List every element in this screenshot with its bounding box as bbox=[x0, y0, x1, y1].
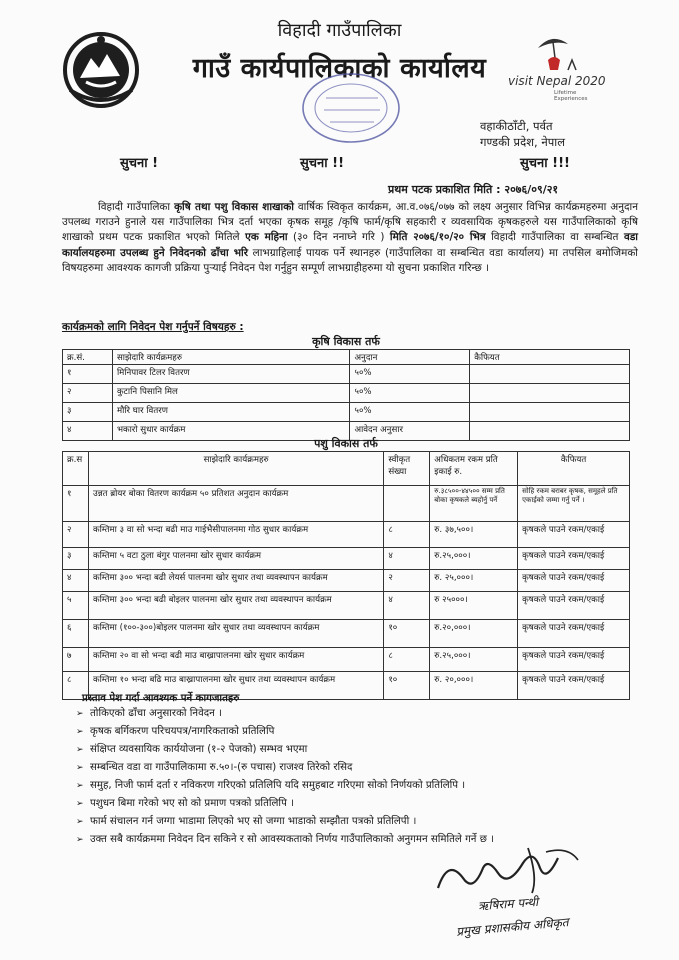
grant-cell: ५०% bbox=[350, 365, 470, 384]
program-cell: भकारो सुधार कार्यक्रम bbox=[112, 422, 350, 441]
remark-cell bbox=[470, 403, 630, 422]
body-text: वार्षिक स्विकृत कार्यक्रम, आ.व.०७६/०७७ को लक्ष्य अनुसार विभिन्न कार्यक्रमहरुमा अनुदान उपलब्ध गराउने हुनाले यस गाउँपालिका भित्र दर्ता भएका कृषक समूह /कृषि फार्म/कृषि सहकारी र व्यवसायिक कृषकहरुले यस गाउँपालिकाको कृषि शाखाको प्रथम पटक प्रकाशित भएको मितिले bbox=[62, 201, 638, 244]
address-line-1: वहाकीठाँटी, पर्वत bbox=[480, 119, 553, 133]
remark-cell: सोहि रकम बराबर कृषक, समूहले प्रति एकाईको जम्मा गर्नु पर्ने । bbox=[518, 486, 630, 522]
program-cell: मिनिपावर टिलर वितरण bbox=[112, 365, 350, 384]
published-date: प्रथम पटक प्रकाशित मिति : २०७६/०९/२१ bbox=[388, 183, 559, 196]
amount-cell: रु २५०००। bbox=[430, 592, 518, 620]
grant-cell: ५०% bbox=[350, 384, 470, 403]
list-item bbox=[76, 815, 642, 829]
arrow-bullet-icon: ➢ bbox=[76, 781, 84, 791]
notice-word-1: सुचना ! bbox=[120, 156, 159, 171]
address-line-2: गण्डकी प्रदेश, नेपाल bbox=[480, 135, 566, 149]
body-text: विहादी गाउँपालिका bbox=[98, 201, 175, 213]
document-text: सम्बन्धित वडा वा गाउँपालिकामा रु.५०।-(रु पचास) राजश्व तिरेको रसिद bbox=[90, 762, 353, 773]
column-header: स्वीकृत संख्या bbox=[384, 452, 430, 486]
count-cell: ८ bbox=[384, 522, 430, 548]
document-text: तोकिएको ढाँचा अनुसारको निवेदन । bbox=[90, 708, 222, 719]
serial-cell: ८ bbox=[63, 672, 89, 700]
list-item bbox=[76, 779, 642, 793]
column-header: साझेदारि कार्यक्रमहरु bbox=[88, 452, 383, 486]
serial-cell: १ bbox=[63, 486, 89, 522]
remark-cell: कृषकले पाउने रकम/एकाई bbox=[518, 592, 630, 620]
count-cell: ४ bbox=[384, 592, 430, 620]
documents-list bbox=[62, 707, 642, 847]
body-text: (३० दिन ननाघ्ने गरि ) bbox=[287, 231, 390, 244]
column-header: कैफियत bbox=[470, 350, 630, 365]
table-row bbox=[63, 522, 630, 548]
remark-cell: कृषकले पाउने रकम/एकाई bbox=[518, 672, 630, 700]
serial-cell: ५ bbox=[63, 592, 89, 620]
table-row bbox=[63, 592, 630, 620]
serial-cell: ३ bbox=[63, 403, 113, 422]
body-bold-duration: एक महिना bbox=[245, 231, 288, 244]
remark-cell: कृषकले पाउने रकम/एकाई bbox=[518, 522, 630, 548]
notice-word-2: सुचना !! bbox=[300, 156, 345, 171]
required-documents bbox=[62, 690, 642, 851]
livestock-programs-table bbox=[62, 451, 630, 700]
document-text: फार्म संचालन गर्न जग्गा भाडामा लिएको भए सो जग्गा भाडाको सम्झौता पत्रको प्रतिलिपी । bbox=[90, 816, 417, 827]
remark-cell: कृषकले पाउने रकम/एकाई bbox=[518, 620, 630, 648]
amount-cell: रु.२०,०००। bbox=[430, 620, 518, 648]
remark-cell bbox=[470, 365, 630, 384]
document-text: कृषक बर्गिकरण परिचयपत्र/नागरिकताको प्रतिलिपि bbox=[90, 726, 275, 737]
signatory-name: ऋषिराम पन्थी bbox=[477, 894, 539, 914]
table-row bbox=[63, 648, 630, 672]
column-header: क्र.स bbox=[63, 452, 89, 486]
agri-table-caption: कृषि विकास तर्फ bbox=[312, 335, 380, 348]
list-item bbox=[76, 761, 642, 775]
count-cell: २ bbox=[384, 570, 430, 592]
remark-cell: कृषकले पाउने रकम/एकाई bbox=[518, 648, 630, 672]
column-header: अनुदान bbox=[350, 350, 470, 365]
count-cell: १० bbox=[384, 672, 430, 700]
grant-cell: आवेदन अनुसार bbox=[350, 422, 470, 441]
arrow-bullet-icon: ➢ bbox=[76, 709, 84, 719]
table-header-row bbox=[63, 350, 630, 365]
subjects-heading: कार्यक्रमको लागि निवेदन पेश गर्नुपर्ने विषयहरु : bbox=[62, 321, 244, 333]
body-text: लाभग्राहिलाई पायक पर्ने स्थानहरु (गाउँपालिका वा सम्बन्धित वडा कार्यालय) मा तपसिल बमोजिमको विषयहरुमा आवश्यक कागजी प्रक्रिया पुऱ्याई निवेदन पेश गर्नुहुन सम्पूर्ण लाभग्राहीहरुमा यो सुचना प्रकाशित गरिन्छ । bbox=[62, 246, 638, 274]
serial-cell: ४ bbox=[63, 422, 113, 441]
document-text: समुह, निजी फार्म दर्ता र नविकरण गरिएको प्रतिलिपि यदि समुहबाट गरिएमा सोको निर्णयको प्रतिलिपि । bbox=[90, 780, 466, 791]
program-cell: कम्तिमा ५ वटा ठुला बंगुर पालनमा खोर सुधार कार्यक्रम bbox=[88, 548, 383, 570]
serial-cell: ४ bbox=[63, 570, 89, 592]
column-header: अधिकतम रकम प्रति इकाई रु. bbox=[430, 452, 518, 486]
arrow-bullet-icon: ➢ bbox=[76, 763, 84, 773]
serial-cell: ३ bbox=[63, 548, 89, 570]
office-stamp bbox=[296, 68, 406, 146]
serial-cell: २ bbox=[63, 384, 113, 403]
body-bold-form: वडा कार्यालयहरुमा उपलब्ध हुने निवेदनको ढाँचा भरि bbox=[62, 231, 638, 259]
table-header-row bbox=[63, 452, 630, 486]
document-text: पशुधन बिमा गरेको भए सो को प्रमाण पत्रको प्रतिलिपि । bbox=[90, 798, 294, 809]
body-text: विहादी गाउँपालिका वा सम्बन्धित bbox=[485, 231, 624, 244]
agri-programs-table bbox=[62, 349, 630, 441]
table-row bbox=[63, 570, 630, 592]
office-title: गाउँ कार्यपालिकाको कार्यालय bbox=[192, 53, 487, 84]
count-cell bbox=[384, 486, 430, 522]
notice-body bbox=[62, 200, 638, 276]
program-cell: कुटानि पिसानि मिल bbox=[112, 384, 350, 403]
list-item bbox=[76, 707, 642, 721]
count-cell: ८ bbox=[384, 648, 430, 672]
serial-cell: ७ bbox=[63, 648, 89, 672]
serial-cell: १ bbox=[63, 365, 113, 384]
amount-cell: रु. ३७,५००। bbox=[430, 522, 518, 548]
table-row bbox=[63, 384, 630, 403]
column-header: क्र.सं. bbox=[63, 350, 113, 365]
program-cell: कम्तिमा ३०० भन्दा बढी बोइलर पालनमा खोर सुधार तथा व्यवस्थापन कार्यक्रम bbox=[88, 592, 383, 620]
table-row bbox=[63, 403, 630, 422]
notice-word-3: सुचना !!! bbox=[520, 156, 570, 171]
remark-cell: कृषकले पाउने रकम/एकाई bbox=[518, 548, 630, 570]
arrow-bullet-icon: ➢ bbox=[76, 817, 84, 827]
amount-cell: रु.२५,०००। bbox=[430, 648, 518, 672]
serial-cell: २ bbox=[63, 522, 89, 548]
column-header: कैफियत bbox=[518, 452, 630, 486]
remark-cell bbox=[470, 384, 630, 403]
grant-cell: ५०% bbox=[350, 403, 470, 422]
program-cell: कम्तिमा (१००-३००)बोइलर पालनमा खोर सुधार तथा व्यवस्थापन कार्यक्रम bbox=[88, 620, 383, 648]
table-row bbox=[63, 548, 630, 570]
amount-cell: रु. २०,०००। bbox=[430, 672, 518, 700]
documents-heading: प्रस्ताव पेश गर्दा आवश्यक पर्ने कागजातहरु bbox=[82, 693, 240, 704]
document-text: उक्त सबै कार्यक्रममा निवेदन दिन सकिने र सो आवस्यकताको निर्णय गाउँपालिकाको अनुगमन समितिले गर्ने छ । bbox=[90, 834, 494, 845]
amount-cell: रु.३८५००-४४५०० सम्म प्रति बोका कृषकले ब्यहोर्नु पर्ने bbox=[430, 486, 518, 522]
list-item bbox=[76, 743, 642, 757]
municipality-name: विहादी गाउँपालिका bbox=[277, 20, 402, 41]
amount-cell: रु. २५,०००। bbox=[430, 570, 518, 592]
program-cell: कम्तिमा ३०० भन्दा बढी लेयर्स पालनमा खोर सुधार तथा व्यवस्थापन कार्यक्रम bbox=[88, 570, 383, 592]
serial-cell: ६ bbox=[63, 620, 89, 648]
table-row bbox=[63, 620, 630, 648]
arrow-bullet-icon: ➢ bbox=[76, 799, 84, 809]
program-cell: कम्तिमा २० वा सो भन्दा बढी माउ बाख्रापालनमा खोर सुधार कार्यक्रम bbox=[88, 648, 383, 672]
body-bold-section: कृषि तथा पशु विकास शाखाको bbox=[174, 201, 294, 213]
remark-cell: कृषकले पाउने रकम/एकाई bbox=[518, 570, 630, 592]
program-cell: कम्तिमा ३ वा सो भन्दा बढी माउ गाईभैसीपालनमा गोठ सुधार कार्यक्रम bbox=[88, 522, 383, 548]
program-cell: उन्नत ब्रोयर बोका वितरण कार्यक्रम ५० प्रतिशत अनुदान कार्यक्रम bbox=[88, 486, 383, 522]
program-cell: कम्तिमा १० भन्दा बढि माउ बाख्रापालनमा खोर सुधार तथा व्यवस्थापन कार्यक्रम bbox=[88, 672, 383, 700]
list-item bbox=[76, 725, 642, 739]
count-cell: १० bbox=[384, 620, 430, 648]
visit-nepal-logo bbox=[508, 30, 608, 102]
arrow-bullet-icon: ➢ bbox=[76, 745, 84, 755]
table-row bbox=[63, 365, 630, 384]
arrow-bullet-icon: ➢ bbox=[76, 835, 84, 845]
count-cell: ४ bbox=[384, 548, 430, 570]
visit-nepal-tagline: Lifetime Experiences bbox=[554, 90, 588, 102]
program-cell: मौरि घार वितरण bbox=[112, 403, 350, 422]
amount-cell: रु.२५,०००। bbox=[430, 548, 518, 570]
table-row bbox=[63, 486, 630, 522]
document-text: संक्षिप्त व्यवसायिक कार्ययोजना (१-२ पेजको) सम्भव भएमा bbox=[90, 744, 308, 755]
column-header: साझेदारि कार्यक्रमहरु bbox=[112, 350, 350, 365]
list-item bbox=[76, 797, 642, 811]
body-bold-deadline: मिति २०७६/१०/२० भित्र bbox=[389, 231, 486, 244]
visit-nepal-text: visit Nepal 2020 bbox=[508, 74, 606, 88]
arrow-bullet-icon: ➢ bbox=[76, 727, 84, 737]
signatory-title: प्रमुख प्रशासकीय अधिकृत bbox=[455, 915, 570, 939]
office-address bbox=[480, 118, 650, 150]
livestock-table-caption: पशु विकास तर्फ bbox=[314, 437, 378, 450]
